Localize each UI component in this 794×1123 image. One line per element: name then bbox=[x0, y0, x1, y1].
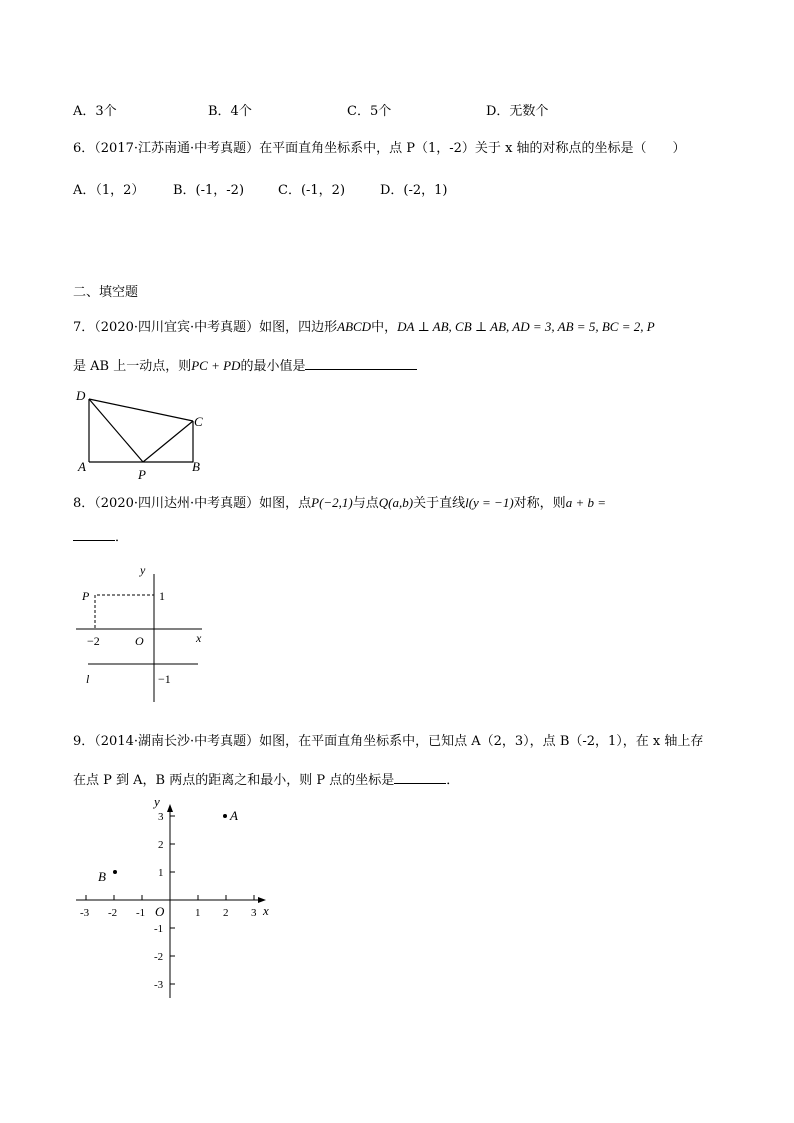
q9-y-tick-label: 3 bbox=[158, 811, 164, 823]
q9-answer-blank[interactable] bbox=[394, 770, 446, 784]
q9-y-tick-label: 2 bbox=[158, 839, 164, 851]
q8-mid2: 关于直线 bbox=[413, 496, 466, 511]
q8-tick-neg-one: −1 bbox=[158, 672, 171, 686]
q8-prefix: 8．（2020·四川达州·中考真题）如图，点 bbox=[73, 496, 312, 511]
q7-line1 bbox=[73, 318, 655, 337]
q8-line2 bbox=[73, 527, 128, 547]
q7-label-c: C bbox=[194, 414, 203, 429]
q8-sum: a + b = bbox=[565, 495, 606, 510]
q7-line2-tail: 的最小值是 bbox=[240, 359, 306, 374]
q6-option-b: B．(-1，-2) bbox=[173, 183, 245, 198]
q7-mid: 中， bbox=[371, 320, 398, 335]
q8-dashed-guides bbox=[95, 595, 154, 628]
q5-option-d: D．无数个 bbox=[486, 104, 549, 119]
q7-answer-blank[interactable] bbox=[305, 356, 417, 370]
q9-x-tick-label: -3 bbox=[80, 907, 90, 919]
q6-option-a: A．（1，2） bbox=[73, 183, 145, 198]
q5-option-a: A．3个 bbox=[73, 104, 117, 119]
q6-option-c: C．(-1，2) bbox=[278, 183, 346, 198]
q7-label-p: P bbox=[138, 467, 146, 482]
q9-point-a bbox=[223, 814, 227, 818]
q9-y-tick-label: -2 bbox=[154, 951, 164, 963]
q8-y-label: y bbox=[140, 563, 146, 577]
q9-line2 bbox=[73, 770, 459, 790]
q8-mid1: 与点 bbox=[352, 496, 379, 511]
q6-option-d: D．(-2，1) bbox=[380, 183, 448, 198]
q9-y-tick-label: 1 bbox=[158, 867, 164, 879]
q9-x-tick-label: 2 bbox=[223, 907, 229, 919]
q8-origin-label: O bbox=[135, 634, 144, 648]
q7-label-d: D bbox=[76, 388, 86, 403]
q9-line2-text: 在点 P 到 A，B 两点的距离之和最小，则 P 点的坐标是 bbox=[73, 773, 395, 788]
q9-y-tick-label: -1 bbox=[154, 923, 164, 935]
q7-prefix: 7．（2020·四川宜宾·中考真题）如图，四边形 bbox=[73, 320, 338, 335]
q9-y-label: y bbox=[154, 794, 160, 809]
q8-tail: ． bbox=[115, 530, 129, 545]
q7-label-b: B bbox=[192, 459, 200, 474]
q9-x-tick-label: 1 bbox=[195, 907, 201, 919]
q7-segment-pc bbox=[143, 421, 193, 462]
q9-b-label: B bbox=[98, 869, 106, 884]
q8-point-q: Q(a,b) bbox=[378, 495, 414, 510]
q5-option-b: B．4个 bbox=[208, 104, 252, 119]
q8-tick-neg-two: −2 bbox=[87, 634, 100, 648]
q8-line1 bbox=[73, 494, 606, 513]
q8-answer-blank[interactable] bbox=[73, 527, 115, 541]
q8-line-l: l(y = −1) bbox=[465, 495, 514, 510]
q7-line2 bbox=[73, 356, 417, 376]
section-title-fill-in: 二、填空题 bbox=[73, 285, 139, 300]
q9-y-tick-label: -3 bbox=[154, 979, 164, 991]
q9-x-tick-label: -1 bbox=[136, 907, 146, 919]
q9-origin-label: O bbox=[155, 904, 165, 919]
q7-figure bbox=[72, 386, 212, 482]
q5-option-c: C．5个 bbox=[347, 104, 392, 119]
q7-label-a: A bbox=[78, 459, 86, 474]
q9-line1: 9．（2014·湖南长沙·中考真题）如图，在平面直角坐标系中，已知点 A（2，3），点 B（-2，1），在 x 轴上存 bbox=[73, 734, 704, 749]
q6-stem: 6．（2017·江苏南通·中考真题）在平面直角坐标系中，点 P（1，-2）关于 x 轴的对称点的坐标是（ ） bbox=[73, 141, 686, 156]
q9-figure bbox=[66, 794, 286, 1006]
q9-a-label: A bbox=[230, 808, 238, 823]
q9-point-b bbox=[113, 870, 117, 874]
q8-mid3: 对称，则 bbox=[513, 496, 566, 511]
q8-l-label: l bbox=[86, 672, 90, 686]
q8-tick-one: 1 bbox=[159, 589, 165, 603]
q9-x-tick-label: -2 bbox=[108, 907, 118, 919]
q8-x-label: x bbox=[196, 631, 202, 645]
q9-x-label: x bbox=[263, 903, 269, 918]
q8-p-label: P bbox=[82, 589, 90, 603]
q7-abcd: ABCD bbox=[337, 319, 372, 334]
q8-point-p: P(−2,1) bbox=[311, 495, 353, 510]
q9-tail: ． bbox=[446, 773, 460, 788]
q7-expr: PC + PD bbox=[191, 358, 241, 373]
q9-y-arrow bbox=[167, 804, 173, 812]
q8-figure bbox=[70, 562, 220, 707]
q7-conditions: DA ⊥ AB, CB ⊥ AB, AD = 3, AB = 5, BC = 2, P bbox=[397, 319, 655, 334]
q7-line2-text: 是 AB 上一动点，则 bbox=[73, 359, 192, 374]
q9-x-tick-label: 3 bbox=[251, 907, 257, 919]
